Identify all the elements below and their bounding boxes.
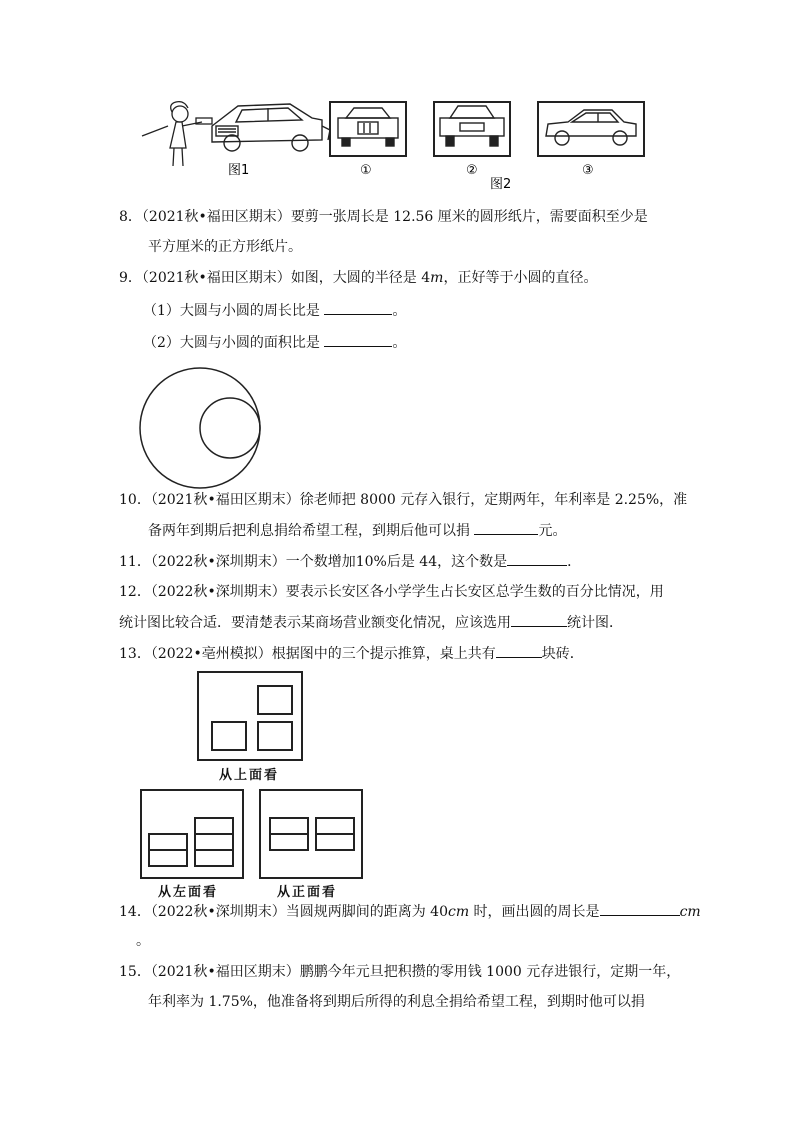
unit: cm (447, 904, 470, 920)
question-text: 时，画出圆的周长是 (469, 904, 600, 920)
question-source: （2021秋•福田区期末） (150, 964, 300, 980)
question-12-line2 (119, 612, 623, 633)
question-text: 要表示长安区各小学学生占长安区总学生数的百分比情况，用 (285, 584, 664, 600)
question-15 (119, 962, 680, 982)
answer-blank[interactable] (507, 551, 567, 566)
question-text: 统计图比较合适．要清楚表示某商场营业额变化情况，应该选用 (119, 615, 511, 631)
question-9-part1 (143, 300, 406, 321)
top-view-panel (197, 671, 303, 761)
caption-fig1: 图1 (228, 163, 250, 178)
answer-blank[interactable] (324, 332, 392, 347)
question-source: （2022•亳州模拟） (150, 646, 272, 662)
question-14 (119, 901, 701, 922)
label-view-2: ② (466, 163, 478, 178)
figure-car-views (140, 96, 660, 192)
brick (211, 721, 247, 751)
brick (148, 849, 188, 867)
girl-illustration (142, 102, 212, 166)
circles-figure (138, 366, 262, 490)
car-view-back (330, 102, 406, 156)
question-number: 11． (119, 554, 151, 570)
question-source: （2021秋•福田区期末） (150, 492, 300, 508)
question-number: 14． (119, 904, 151, 920)
label-view-1: ① (360, 163, 372, 178)
question-number: 8． (119, 209, 142, 225)
car-illustration (212, 104, 330, 151)
brick (269, 833, 309, 851)
sub-question-text: （2）大圆与小圆的面积比是 (143, 335, 320, 351)
question-14-line2 (136, 931, 150, 951)
question-11 (119, 551, 581, 572)
brick (315, 833, 355, 851)
question-text: 一个数增加10%后是 44，这个数是 (285, 554, 508, 570)
question-number: 12． (119, 584, 151, 600)
punct: 。 (392, 335, 407, 351)
punct: ． (567, 554, 582, 570)
question-8-line2 (148, 237, 302, 257)
question-text: 鹏鹏今年元旦把积攒的零用钱 1000 元存进银行，定期一年， (299, 964, 681, 980)
view-label-top: 从上面看 (219, 768, 280, 783)
view-label-front: 从正面看 (277, 885, 338, 900)
question-number: 9． (119, 270, 142, 286)
question-number: 15． (119, 964, 151, 980)
caption-fig2: 图2 (490, 177, 512, 192)
question-text: 根据图中的三个提示推算，桌上共有 (271, 646, 496, 662)
unit: cm (679, 904, 701, 920)
question-text: ，正好等于小圆的直径。 (443, 270, 598, 286)
answer-blank[interactable] (511, 612, 567, 627)
answer-blank[interactable] (324, 300, 392, 315)
question-source: （2022秋•深圳期末） (150, 904, 286, 920)
question-9 (119, 268, 597, 288)
front-view-panel (259, 789, 363, 879)
question-number: 13． (119, 646, 151, 662)
label-view-3: ③ (582, 163, 594, 178)
punct: 元。 (538, 523, 567, 539)
brick (257, 685, 293, 715)
question-13 (119, 643, 584, 664)
question-text: 如图，大圆的半径是 4 (290, 270, 431, 286)
answer-blank[interactable] (600, 901, 680, 916)
view-label-left: 从左面看 (158, 885, 219, 900)
answer-blank[interactable] (474, 520, 538, 535)
unit: m (430, 270, 444, 286)
punct: 。 (136, 933, 150, 949)
question-text: 备两年到期后把利息捐给希望工程，到期后他可以捐 (148, 523, 470, 539)
question-text: 要剪一张周长是 12.56 厘米的圆形纸片，需要面积至少是 (290, 209, 648, 225)
brick (194, 849, 234, 867)
question-9-part2 (143, 332, 406, 353)
answer-blank[interactable] (496, 643, 542, 658)
small-circle (200, 398, 260, 458)
question-15-line2 (148, 992, 645, 1012)
brick (257, 721, 293, 751)
car-view-side (538, 102, 644, 156)
question-number: 10． (119, 492, 151, 508)
question-10 (119, 490, 687, 510)
question-source: （2021秋•福田区期末） (141, 270, 291, 286)
question-text: 统计图． (567, 615, 623, 631)
question-12 (119, 582, 664, 602)
question-text: 徐老师把 8000 元存入银行，定期两年，年利率是 2.25%，准 (299, 492, 688, 508)
punct: 块砖． (541, 646, 584, 662)
question-source: （2022秋•深圳期末） (150, 584, 286, 600)
car-view-front (434, 102, 510, 156)
question-8 (119, 207, 648, 227)
question-10-line2 (148, 520, 566, 541)
question-source: （2021秋•福田区期末） (141, 209, 291, 225)
left-view-panel (140, 789, 244, 879)
question-text: 平方厘米的正方形纸片。 (148, 239, 302, 255)
sub-question-text: （1）大圆与小圆的周长比是 (143, 303, 320, 319)
question-text: 当圆规两脚间的距离为 40 (285, 904, 448, 920)
punct: 。 (392, 303, 407, 319)
question-text: 年利率为 1.75%，他准备将到期后所得的利息全捐给希望工程，到期时他可以捐 (148, 994, 645, 1010)
question-source: （2022秋•深圳期末） (150, 554, 286, 570)
